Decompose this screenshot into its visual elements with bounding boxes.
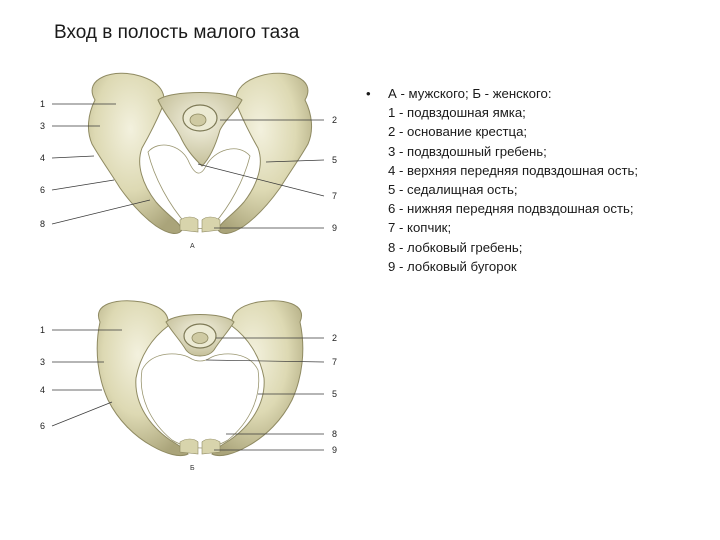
female-label-6: 6 xyxy=(40,421,46,431)
male-label-4: 4 xyxy=(40,153,46,163)
pelvis-figure-svg xyxy=(30,60,370,530)
female-label-3: 3 xyxy=(40,357,46,367)
legend-item: 5 - седалищная ость; xyxy=(388,182,518,198)
female-label-4: 4 xyxy=(40,385,46,395)
male-label-9: 9 xyxy=(332,223,338,233)
legend-item: 6 - нижняя передняя подвздошная ость; xyxy=(388,201,634,217)
pelvis-illustration xyxy=(30,60,370,530)
male-label-6: 6 xyxy=(40,185,46,195)
female-label-9: 9 xyxy=(332,445,338,455)
male-label-2: 2 xyxy=(332,115,338,125)
female-label-2: 2 xyxy=(332,333,338,343)
female-label-5: 5 xyxy=(332,389,338,399)
male-label-7: 7 xyxy=(332,191,338,201)
male-label-5: 5 xyxy=(332,155,338,165)
slide-title: Вход в полость малого таза xyxy=(54,22,300,43)
bullet-icon: • xyxy=(366,86,371,101)
female-pelvis xyxy=(97,301,303,456)
legend-header xyxy=(366,84,706,103)
female-caption: Б xyxy=(190,465,195,472)
female-label-1: 1 xyxy=(40,325,46,335)
male-caption: А xyxy=(190,243,195,250)
legend-item: 3 - подвздошный гребень; xyxy=(388,143,547,159)
male-pelvis xyxy=(88,73,311,233)
female-label-8: 8 xyxy=(332,429,338,439)
male-label-1: 1 xyxy=(40,99,46,109)
legend-list xyxy=(366,84,706,276)
legend-item: 2 - основание крестца; xyxy=(388,124,528,140)
male-label-3: 3 xyxy=(40,121,46,131)
female-label-7: 7 xyxy=(332,357,338,367)
legend-item: 9 - лобковый бугорок xyxy=(388,258,517,274)
legend-item: 1 - подвздошная ямка; xyxy=(388,105,526,121)
legend-item: А - мужского; Б - женского: xyxy=(388,86,552,101)
legend-item: 8 - лобковый гребень; xyxy=(388,239,523,255)
legend-item: 7 - копчик; xyxy=(388,220,452,236)
male-label-8: 8 xyxy=(40,219,46,229)
legend-item: 4 - верхняя передняя подвздошная ость; xyxy=(388,162,639,178)
